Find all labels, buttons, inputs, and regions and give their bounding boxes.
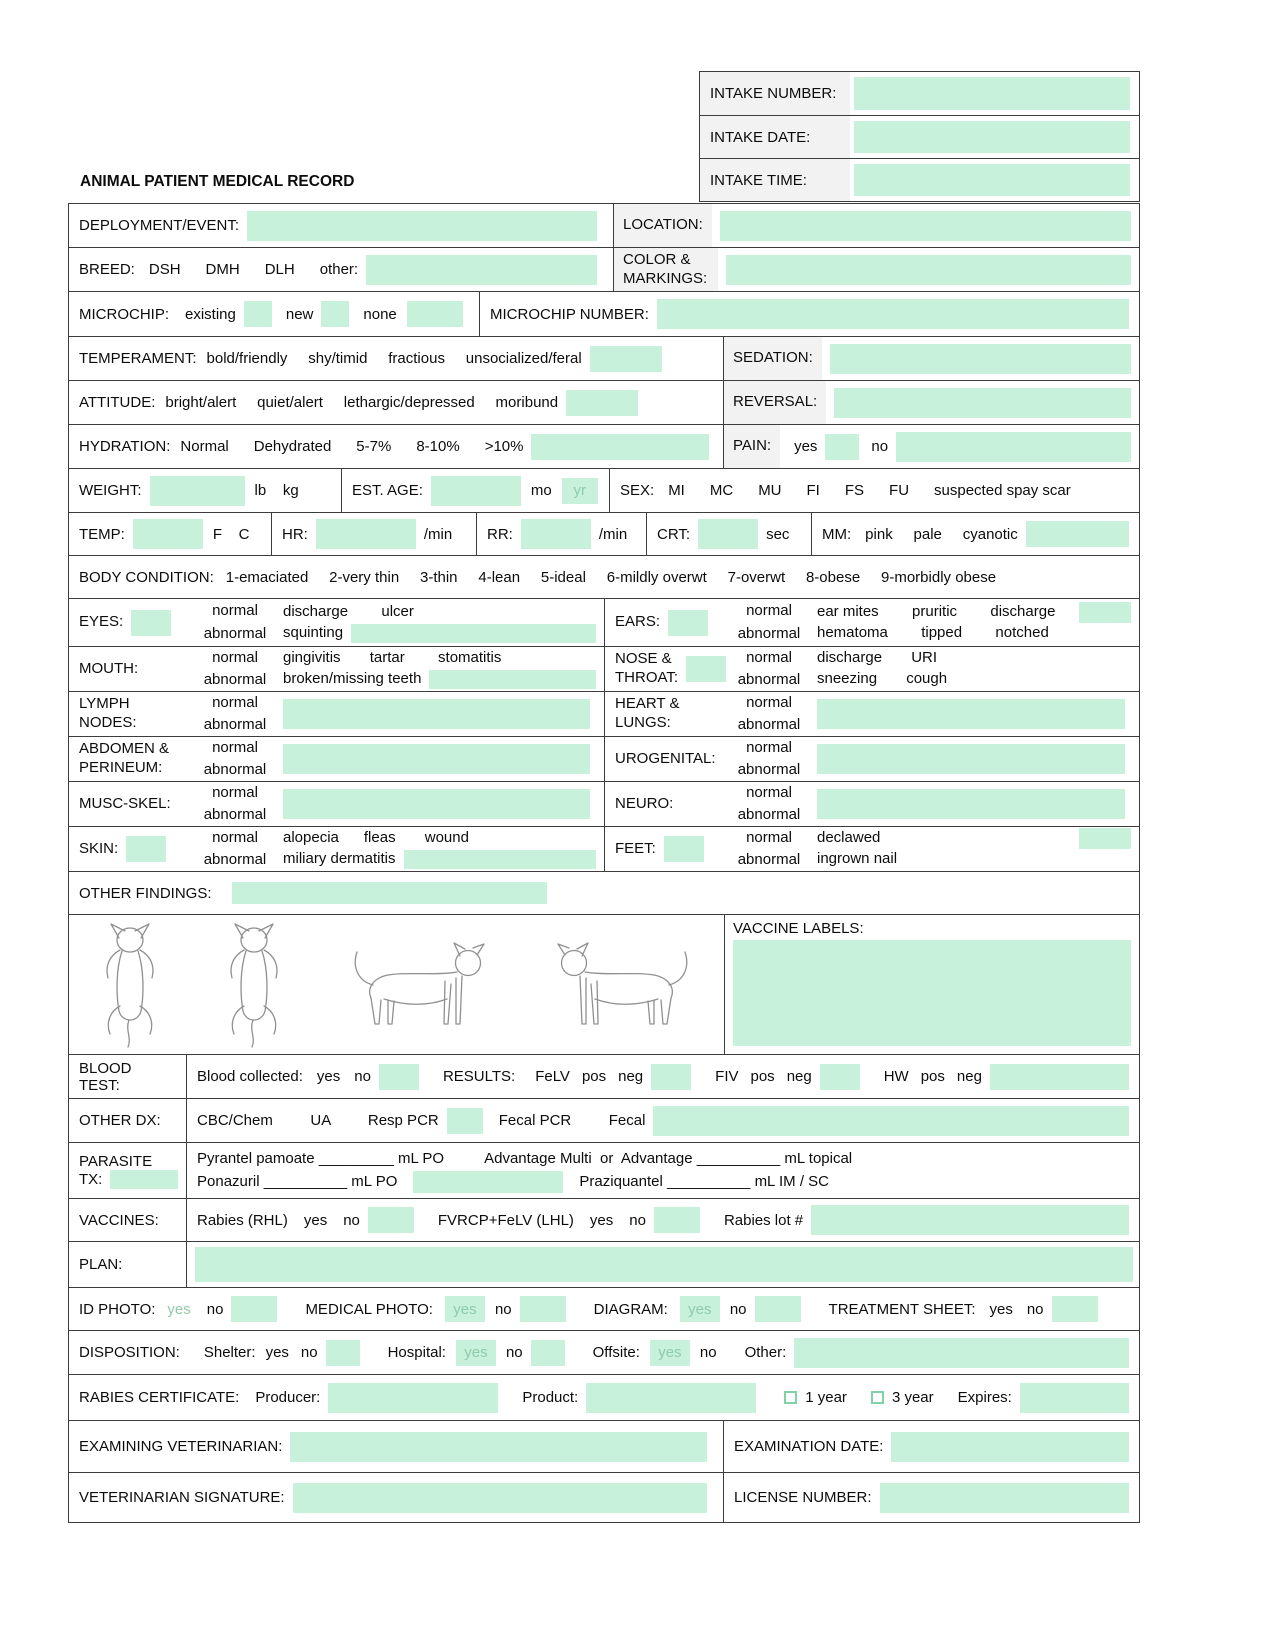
diagram-no-label: no [729, 1300, 747, 1318]
skin-abnormal-label: abnormal [203, 851, 267, 868]
plan-label: PLAN: [79, 1256, 123, 1273]
cat-diagram-area [69, 915, 724, 1054]
intake-number-label: INTAKE NUMBER: [700, 72, 850, 115]
shelter-label: Shelter: [203, 1344, 256, 1361]
offsite-no-label: no [699, 1344, 717, 1361]
temperament-field[interactable] [590, 346, 662, 372]
other-dx-row [69, 1098, 1139, 1142]
eyes-options-1: discharge ulcer [283, 602, 414, 620]
microchip-number-label: MICROCHIP NUMBER: [490, 305, 649, 323]
eyes-options-2: squinting [283, 623, 344, 641]
ears-field[interactable] [668, 610, 708, 636]
rr-field[interactable] [521, 519, 591, 549]
feet-normal-label: normal [746, 828, 792, 846]
lymph-abnormal-label: abnormal [203, 716, 267, 733]
deployment-field[interactable] [247, 211, 597, 241]
pain-yes-field[interactable] [825, 434, 859, 460]
ears-notes-field[interactable] [1079, 602, 1131, 623]
ears-normal-label: normal [746, 602, 792, 619]
resp-pcr-field[interactable] [447, 1108, 483, 1134]
other-dx-field[interactable] [653, 1106, 1129, 1136]
temp-label: TEMP: [79, 525, 125, 543]
crt-units-label: sec [766, 525, 790, 543]
shelter-field[interactable] [326, 1340, 360, 1366]
fvrcp-field[interactable] [654, 1207, 700, 1233]
shelter-no-label: no [300, 1344, 318, 1361]
heart-lungs-notes-field[interactable] [817, 699, 1125, 729]
temperament-options: bold/friendly shy/timid fractious unsocialized/feral [206, 350, 582, 367]
fvrcp-yes-label: yes [589, 1211, 614, 1229]
intake-box [699, 71, 1140, 202]
disposition-other-field[interactable] [794, 1338, 1129, 1368]
feet-options-2: ingrown nail [817, 850, 898, 868]
ears-label: EARS: [615, 613, 661, 631]
est-age-field[interactable] [431, 476, 521, 506]
skin-options-2: miliary dermatitis [283, 850, 396, 868]
cat-side-right-diagram [344, 940, 494, 1030]
intake-number-row [700, 72, 1139, 115]
nose-options-2: sneezing cough [817, 670, 948, 688]
exam-row-lymph-heart [69, 691, 1139, 736]
parasite-label-2: TX: [79, 1170, 103, 1188]
hospital-yes-field[interactable] [456, 1340, 496, 1366]
temp-field[interactable] [133, 519, 203, 549]
location-label: LOCATION: [614, 204, 712, 247]
age-mo-label: mo [530, 482, 552, 499]
lymph-normal-label: normal [212, 693, 258, 711]
lymph-notes-field[interactable] [283, 699, 590, 729]
attitude-row [69, 380, 1139, 424]
weight-label: WEIGHT: [79, 482, 142, 499]
urogenital-abnormal-label: abnormal [737, 761, 801, 778]
mm-options: pink pale cyanotic [865, 525, 1018, 543]
fvrcp-label: FVRCP+FeLV (LHL) [437, 1211, 574, 1229]
age-yr-field[interactable] [562, 478, 598, 504]
diagram-field[interactable] [755, 1296, 801, 1322]
mm-field[interactable] [1026, 521, 1129, 547]
parasite-label-1: PARASITE [79, 1152, 153, 1170]
exam-row-musc-neuro [69, 781, 1139, 826]
heart-abnormal-label: abnormal [737, 716, 801, 733]
microchip-none-label: none [363, 305, 397, 323]
felv-label: FeLV [535, 1068, 570, 1085]
feet-field[interactable] [664, 836, 704, 862]
mouth-normal-label: normal [212, 648, 258, 666]
ponazuril-label: Ponazuril __________ mL PO [197, 1172, 398, 1190]
rabies-rhl-label: Rabies (RHL) [197, 1211, 288, 1229]
mouth-notes-field[interactable] [429, 670, 596, 689]
expires-label: Expires: [957, 1389, 1012, 1406]
vaccine-labels-label: VACCINE LABELS: [733, 920, 864, 937]
offsite-yes-label: yes [658, 1344, 682, 1361]
eyes-notes-field[interactable] [351, 624, 596, 643]
urogenital-notes-field[interactable] [817, 744, 1125, 774]
age-yr-label: yr [573, 482, 586, 499]
pain-yes-label: yes [794, 438, 818, 455]
vet-signature-row [69, 1472, 1139, 1522]
blood-collected-field[interactable] [379, 1064, 419, 1090]
rabies-no-label: no [343, 1211, 360, 1229]
sex-label: SEX: [620, 482, 655, 499]
blood-test-label: BLOOD TEST: [79, 1059, 132, 1094]
fiv-pos-label: pos [750, 1068, 775, 1085]
weight-units-label: lb kg [254, 482, 299, 499]
crt-label: CRT: [657, 525, 691, 543]
body-condition-label: BODY CONDITION: [79, 568, 214, 586]
form-table [68, 203, 1140, 1523]
expires-field[interactable] [1020, 1383, 1129, 1413]
exam-row-mouth-nose [69, 646, 1139, 691]
microchip-row [69, 291, 1139, 336]
id-photo-yes-label: yes [167, 1300, 191, 1318]
offsite-yes-field[interactable] [650, 1340, 690, 1366]
neuro-notes-field[interactable] [817, 789, 1125, 819]
skin-normal-label: normal [212, 828, 258, 846]
cat-ventral-diagram-1 [95, 921, 165, 1049]
hydration-label: HYDRATION: [79, 438, 171, 455]
mouth-abnormal-label: abnormal [203, 671, 267, 688]
breed-other-field[interactable] [366, 255, 597, 285]
heart-normal-label: normal [746, 693, 792, 711]
ears-options-1: ear mites pruritic discharge [817, 602, 1056, 620]
heart-lungs-label: HEART & LUNGS: [615, 695, 680, 731]
id-photo-field[interactable] [231, 1296, 277, 1322]
hr-units-label: /min [423, 525, 453, 543]
hw-pos-label: pos [920, 1068, 945, 1085]
skin-field[interactable] [126, 836, 166, 862]
blood-yes-label: yes [316, 1068, 341, 1085]
urogenital-label: UROGENITAL: [615, 749, 716, 767]
exam-date-label: EXAMINATION DATE: [734, 1438, 884, 1455]
color-markings-field[interactable] [726, 255, 1131, 285]
plan-row [69, 1241, 1139, 1287]
diagram-yes-label: yes [688, 1300, 712, 1318]
reversal-field[interactable] [834, 388, 1131, 418]
fiv-field[interactable] [820, 1064, 860, 1090]
mouth-label: MOUTH: [79, 659, 139, 677]
intake-number-field[interactable] [854, 77, 1130, 110]
other-findings-row [69, 871, 1139, 914]
attitude-label: ATTITUDE: [79, 394, 156, 411]
one-year-label: 1 year [805, 1389, 847, 1406]
examining-vet-row [69, 1420, 1139, 1472]
hospital-yes-label: yes [464, 1344, 488, 1361]
abdomen-abnormal-label: abnormal [203, 761, 267, 778]
body-condition-row [69, 555, 1139, 598]
hw-field[interactable] [990, 1064, 1129, 1090]
attitude-field[interactable] [566, 390, 638, 416]
eyes-normal-label: normal [212, 602, 258, 619]
hydration-field[interactable] [531, 434, 709, 460]
medical-photo-label: MEDICAL PHOTO: [305, 1300, 433, 1318]
treatment-sheet-field[interactable] [1052, 1296, 1098, 1322]
musc-abnormal-label: abnormal [203, 806, 267, 823]
praziquantel-label: Praziquantel __________ mL IM / SC [579, 1172, 830, 1190]
musc-skel-label: MUSC-SKEL: [79, 794, 171, 812]
attitude-options: bright/alert quiet/alert lethargic/depressed moribund [165, 394, 559, 411]
diagram-label: DIAGRAM: [593, 1300, 668, 1318]
exam-row-abdomen-urogenital [69, 736, 1139, 781]
rabies-certificate-row [69, 1374, 1139, 1420]
location-field[interactable] [720, 211, 1131, 241]
blood-no-label: no [354, 1068, 371, 1085]
pain-no-label: no [871, 438, 889, 455]
vet-signature-label: VETERINARIAN SIGNATURE: [79, 1489, 285, 1506]
three-year-label: 3 year [891, 1389, 934, 1406]
rr-label: RR: [487, 525, 513, 543]
microchip-new-label: new [285, 305, 314, 323]
rabies-field[interactable] [368, 1207, 414, 1233]
rabies-lot-field[interactable] [811, 1205, 1129, 1235]
disposition-row [69, 1330, 1139, 1374]
ears-abnormal-label: abnormal [737, 624, 801, 642]
mouth-options-2: broken/missing teeth [283, 670, 422, 688]
other-findings-label: OTHER FINDINGS: [79, 884, 212, 902]
hydration-row [69, 424, 1139, 468]
vaccines-row [69, 1198, 1139, 1241]
hw-neg-label: neg [956, 1068, 982, 1085]
microchip-label: MICROCHIP: [79, 305, 169, 323]
medical-photo-yes-label: yes [453, 1300, 477, 1318]
temperament-label: TEMPERAMENT: [79, 350, 197, 367]
hr-label: HR: [282, 525, 308, 543]
results-label: RESULTS: [442, 1068, 516, 1085]
pain-field[interactable] [896, 432, 1131, 462]
examining-vet-field[interactable] [290, 1432, 707, 1462]
fiv-neg-label: neg [786, 1068, 812, 1085]
treatment-no-label: no [1026, 1300, 1044, 1318]
treatment-sheet-label: TREATMENT SHEET: [828, 1300, 976, 1318]
plan-field[interactable] [195, 1247, 1133, 1282]
exam-row-eyes-ears [69, 598, 1139, 646]
three-year-checkbox[interactable] [871, 1391, 884, 1404]
est-age-label: EST. AGE: [352, 482, 423, 499]
other-findings-field[interactable] [232, 882, 547, 904]
microchip-new-field[interactable] [321, 301, 349, 327]
body-condition-options: 1-emaciated 2-very thin 3-thin 4-lean 5-ideal 6-mildly overwt 7-overwt 8-obese 9-morbidly obese [225, 568, 997, 586]
ponazuril-field[interactable] [413, 1171, 563, 1193]
nose-throat-field[interactable] [686, 656, 726, 682]
feet-label: FEET: [615, 839, 656, 857]
diagram-yes-field[interactable] [680, 1296, 720, 1322]
hydration-options: Normal Dehydrated 5-7% 8-10% >10% [180, 438, 524, 455]
license-number-label: LICENSE NUMBER: [734, 1489, 872, 1506]
microchip-none-field[interactable] [407, 301, 463, 327]
skin-label: SKIN: [79, 839, 119, 857]
felv-pos-label: pos [581, 1068, 607, 1085]
other-dx-set1: CBC/Chem UA Resp PCR [197, 1112, 439, 1129]
shelter-yes-label: yes [265, 1344, 289, 1361]
hospital-no-label: no [505, 1344, 523, 1361]
intake-time-row [700, 158, 1139, 201]
hospital-field[interactable] [531, 1340, 565, 1366]
medical-photo-field[interactable] [520, 1296, 566, 1322]
mm-label: MM: [822, 525, 852, 543]
sedation-field[interactable] [830, 344, 1131, 374]
treatment-yes-label: yes [989, 1300, 1013, 1318]
disposition-label: DISPOSITION: [79, 1344, 180, 1361]
product-field[interactable] [586, 1383, 756, 1413]
nose-normal-label: normal [746, 648, 792, 666]
mouth-options-1: gingivitis tartar stomatitis [283, 649, 502, 667]
pyrantel-label: Pyrantel pamoate _________ mL PO [197, 1150, 445, 1167]
page-header [68, 0, 1140, 203]
neuro-abnormal-label: abnormal [737, 806, 801, 823]
temperament-row [69, 336, 1139, 380]
skin-notes-field[interactable] [404, 850, 596, 869]
offsite-label: Offsite: [592, 1344, 640, 1361]
producer-field[interactable] [328, 1383, 498, 1413]
id-photo-no-label: no [206, 1300, 224, 1318]
diagram-row [69, 914, 1139, 1054]
id-photo-label: ID PHOTO: [79, 1300, 156, 1318]
microchip-existing-label: existing [185, 305, 236, 323]
abdomen-normal-label: normal [212, 738, 258, 756]
medical-photo-no-label: no [494, 1300, 512, 1318]
rr-units-label: /min [598, 525, 628, 543]
other-dx-label: OTHER DX: [79, 1112, 161, 1129]
photos-row [69, 1287, 1139, 1330]
fiv-label: FIV [715, 1068, 739, 1085]
eyes-field[interactable] [131, 610, 171, 636]
other-dx-set2: Fecal PCR Fecal [498, 1112, 646, 1129]
intake-date-label: INTAKE DATE: [700, 116, 850, 158]
sedation-label: SEDATION: [724, 337, 822, 380]
advantage-label: Advantage Multi or Advantage __________ mL topical [484, 1150, 853, 1167]
vet-signature-field[interactable] [293, 1483, 707, 1513]
producer-label: Producer: [255, 1389, 321, 1406]
color-markings-label: COLOR & MARKINGS: [614, 248, 718, 291]
product-label: Product: [522, 1389, 579, 1406]
musc-notes-field[interactable] [283, 789, 590, 819]
nose-options-1: discharge URI [817, 649, 938, 667]
feet-options-1: declawed [817, 829, 881, 847]
eyes-label: EYES: [79, 613, 124, 631]
feet-abnormal-label: abnormal [737, 851, 801, 868]
reversal-label: REVERSAL: [724, 381, 826, 424]
hospital-label: Hospital: [387, 1344, 446, 1361]
blood-test-row [69, 1054, 1139, 1098]
hw-label: HW [883, 1068, 909, 1085]
intake-time-field[interactable] [854, 164, 1130, 196]
weight-row [69, 468, 1139, 512]
intake-date-field[interactable] [854, 121, 1130, 153]
skin-options-1: alopecia fleas wound [283, 829, 469, 847]
vitals-row [69, 512, 1139, 555]
weight-field[interactable] [150, 476, 245, 506]
breed-row [69, 247, 1139, 291]
hr-field[interactable] [316, 519, 416, 549]
disposition-other-label: Other: [744, 1344, 787, 1361]
abdomen-notes-field[interactable] [283, 744, 590, 774]
rabies-yes-label: yes [303, 1211, 328, 1229]
temp-units-label: F C [212, 525, 250, 543]
breed-label: BREED: [79, 261, 135, 278]
abdomen-label: ABDOMEN & PERINEUM: [79, 740, 170, 776]
neuro-normal-label: normal [746, 783, 792, 801]
microchip-existing-field[interactable] [244, 301, 272, 327]
license-number-field[interactable] [880, 1483, 1129, 1513]
felv-neg-label: neg [618, 1068, 644, 1085]
breed-options: DSH DMH DLH other: [148, 261, 359, 278]
lymph-label: LYMPH NODES: [79, 695, 137, 731]
exam-row-skin-feet [69, 826, 1139, 871]
crt-field[interactable] [698, 519, 758, 549]
intake-time-label: INTAKE TIME: [700, 159, 850, 201]
rabies-lot-label: Rabies lot # [723, 1211, 804, 1229]
musc-normal-label: normal [212, 783, 258, 801]
parasite-tx-field[interactable] [110, 1170, 178, 1189]
deployment-label: DEPLOYMENT/EVENT: [79, 217, 240, 234]
felv-field[interactable] [651, 1064, 691, 1090]
cat-ventral-diagram-2 [219, 921, 289, 1049]
intake-date-row [700, 115, 1139, 158]
neuro-label: NEURO: [615, 794, 674, 812]
blood-collected-label: Blood collected: [197, 1068, 303, 1085]
vaccines-label: VACCINES: [79, 1211, 159, 1229]
eyes-abnormal-label: abnormal [203, 624, 267, 642]
ears-options-2: hematoma tipped notched [817, 623, 1049, 641]
one-year-checkbox[interactable] [784, 1391, 797, 1404]
microchip-number-field[interactable] [657, 299, 1129, 329]
medical-photo-yes-field[interactable] [445, 1296, 485, 1322]
vaccine-labels-field[interactable] [733, 940, 1131, 1046]
exam-date-field[interactable] [891, 1432, 1129, 1462]
nose-throat-label: NOSE & THROAT: [615, 650, 679, 686]
nose-abnormal-label: abnormal [737, 671, 801, 688]
urogenital-normal-label: normal [746, 738, 792, 756]
parasite-tx-row [69, 1142, 1139, 1198]
cat-side-left-diagram [548, 940, 698, 1030]
rabies-certificate-label: RABIES CERTIFICATE: [79, 1389, 240, 1406]
fvrcp-no-label: no [629, 1211, 646, 1229]
vaccine-labels-cell [724, 915, 1139, 1054]
pain-label: PAIN: [724, 425, 780, 468]
form-page [68, 0, 1140, 1523]
examining-vet-label: EXAMINING VETERINARIAN: [79, 1438, 283, 1455]
page-title: ANIMAL PATIENT MEDICAL RECORD [80, 173, 355, 190]
feet-notes-field[interactable] [1079, 828, 1131, 849]
sex-options: MI MC MU FI FS FU suspected spay scar [668, 482, 1071, 499]
deployment-row [69, 204, 1139, 247]
